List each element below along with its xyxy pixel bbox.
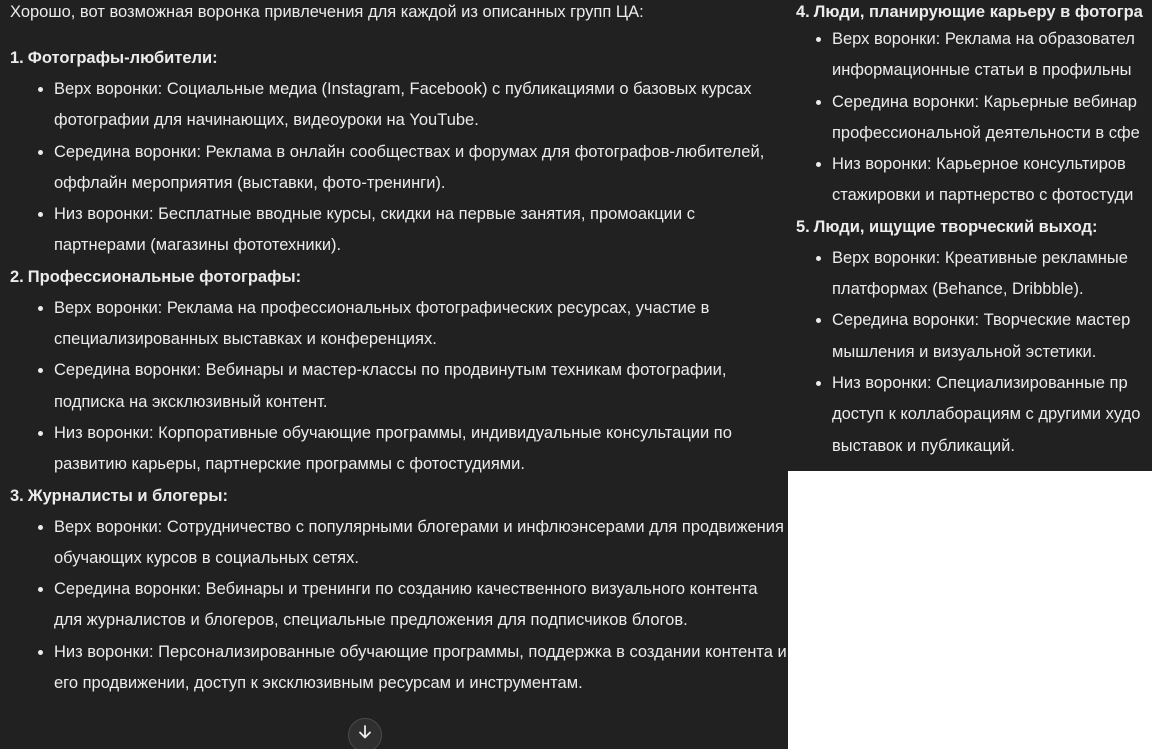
line-text: Середина воронки: Карьерные вебинар xyxy=(832,92,1137,111)
list-item xyxy=(832,24,1152,87)
section-title xyxy=(796,0,1152,24)
section-title-text: Люди, планирующие карьеру в фотогра xyxy=(813,3,1143,21)
line-text: профессиональной деятельности в сфе xyxy=(832,123,1140,142)
list-item xyxy=(832,243,1152,306)
section-number: 3. xyxy=(10,486,24,505)
list-item: Верх воронки: Сотрудничество с популярными блогерами и инфлюэнсерами для продвижения обучающих курсов в социальных сетях. xyxy=(54,512,788,575)
line-text: Низ воронки: Специализированные пр xyxy=(832,373,1128,392)
list-item: Низ воронки: Персонализированные обучающие программы, поддержка в создании контента и его продвижении, доступ к эксклюзивным ресурсам и инструментам. xyxy=(54,637,788,700)
list-item xyxy=(832,305,1152,368)
section-title-text: Фотографы-любители: xyxy=(27,49,218,67)
funnel-stage-list xyxy=(10,74,788,262)
section-number: 5. xyxy=(796,217,810,236)
list-item: Верх воронки: Реклама на профессиональных фотографических ресурсах, участие в специализированных выставках и конференциях. xyxy=(54,293,788,356)
funnel-list xyxy=(796,0,1152,462)
section-career-planners xyxy=(796,0,1152,212)
section-title-text: Люди, ищущие творческий выход: xyxy=(813,217,1098,236)
section-number: 2. xyxy=(10,267,24,286)
section-amateur-photographers xyxy=(10,43,788,262)
section-creative-seekers xyxy=(796,212,1152,462)
list-item xyxy=(832,87,1152,150)
funnel-stage-list xyxy=(796,24,1152,212)
section-title xyxy=(10,262,788,293)
section-professional-photographers xyxy=(10,262,788,481)
list-item: Середина воронки: Вебинары и мастер-классы по продвинутым техникам фотографии, подписка на эксклюзивный контент. xyxy=(54,355,788,418)
line-text: платформах (Behance, Dribbble). xyxy=(832,280,1084,299)
section-journalists-bloggers xyxy=(10,481,788,700)
section-title xyxy=(796,212,1152,243)
line-text: выставок и публикаций. xyxy=(832,436,1015,455)
list-item: Середина воронки: Реклама в онлайн сообществах и форумах для фотографов-любителей, оффлайн мероприятия (выставки, фото-тренинги). xyxy=(54,137,788,200)
funnel-stage-list xyxy=(796,243,1152,462)
list-item: Низ воронки: Бесплатные вводные курсы, скидки на первые занятия, промоакции с партнерами (магазины фототехники). xyxy=(54,199,788,262)
line-text: Низ воронки: Карьерное консультиров xyxy=(832,155,1126,174)
arrow-down-icon xyxy=(357,724,373,740)
funnel-stage-list xyxy=(10,512,788,700)
list-item xyxy=(832,149,1152,212)
list-item xyxy=(832,368,1152,462)
line-text: Середина воронки: Творческие мастер xyxy=(832,311,1131,330)
line-text: мышления и визуальной эстетики. xyxy=(832,342,1097,361)
list-item: Низ воронки: Корпоративные обучающие программы, индивидуальные консультации по развитию карьеры, партнерские программы с фотостудиями. xyxy=(54,418,788,481)
list-item: Середина воронки: Вебинары и тренинги по созданию качественного визуального контента для журналистов и блогеров, специальные предложения для подписчиков блогов. xyxy=(54,574,788,637)
chat-message-panel-continued xyxy=(788,0,1152,471)
intro-text: Хорошо, вот возможная воронка привлечения для каждой из описанных групп ЦА: xyxy=(10,3,644,21)
section-title-text: Журналисты и блогеры: xyxy=(27,486,228,505)
message-content xyxy=(796,0,1152,462)
line-text: доступ к коллаборациям с другими худо xyxy=(832,405,1141,424)
section-title xyxy=(10,43,788,74)
section-title xyxy=(10,481,788,512)
message-content xyxy=(10,0,788,699)
section-number: 1. xyxy=(10,49,24,67)
scroll-down-button[interactable] xyxy=(348,718,382,749)
line-text: стажировки и партнерство с фотостуди xyxy=(832,186,1134,205)
section-title-text: Профессиональные фотографы: xyxy=(27,267,302,286)
list-item: Верх воронки: Социальные медиа (Instagram, Facebook) с публикациями о базовых курсах фотографии для начинающих, видеоуроки на YouTube. xyxy=(54,74,788,137)
funnel-stage-list xyxy=(10,293,788,481)
section-number: 4. xyxy=(796,3,810,21)
funnel-list xyxy=(10,43,788,699)
line-text: Верх воронки: Реклама на образовател xyxy=(832,30,1135,48)
line-text: Верх воронки: Креативные рекламные xyxy=(832,248,1128,267)
line-text: информационные статьи в профильны xyxy=(832,61,1132,80)
